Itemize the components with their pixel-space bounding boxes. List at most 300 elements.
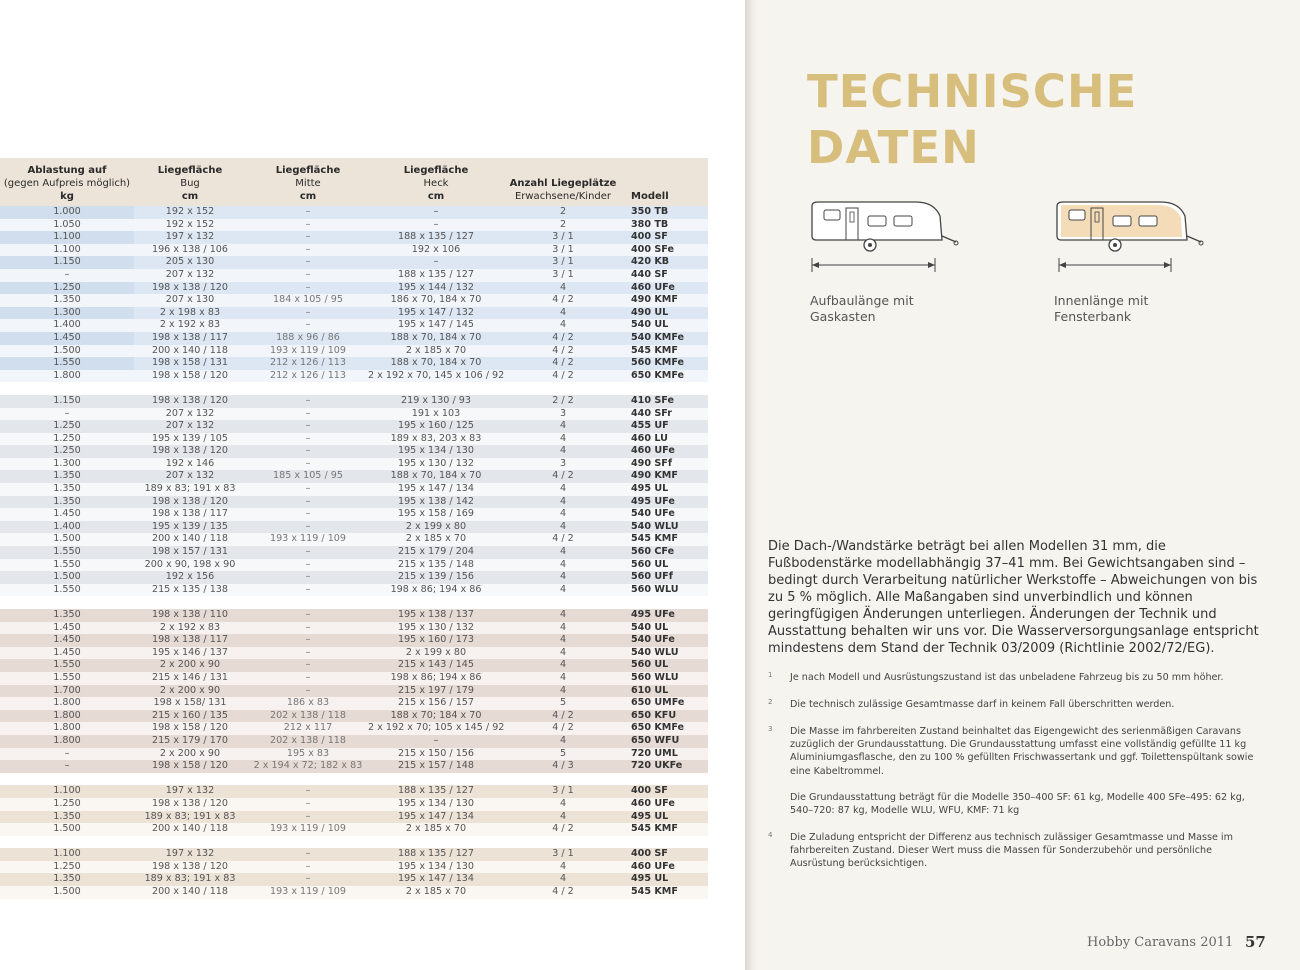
table-cell: 1.450 — [53, 646, 81, 658]
footnote — [768, 725, 1268, 778]
footer-brand: Hobby Caravans 2011 — [1087, 935, 1234, 950]
table-cell: 207 x 132 — [165, 470, 215, 482]
table-row — [0, 521, 708, 534]
table-cell: 200 x 140 / 118 — [151, 344, 229, 356]
table-cell: 380 TB — [631, 218, 669, 230]
table-cell: 197 x 132 — [165, 785, 215, 797]
table-cell: – — [305, 848, 311, 860]
table-cell: 195 x 139 / 135 — [151, 520, 229, 532]
table-cell: 3 / 1 — [552, 848, 574, 860]
table-cell: 4 — [559, 319, 567, 331]
header-mitte-sub: Mitte — [295, 178, 321, 189]
footnote-text: Die technisch zulässige Gesamtmasse darf in keinem Fall überschritten werden. — [790, 699, 1175, 710]
table-cell: 196 x 138 / 106 — [151, 243, 229, 255]
table-cell: 495 UL — [631, 810, 669, 822]
table-row — [0, 496, 708, 509]
table-cell: 1.250 — [53, 432, 81, 444]
table-cell: 1.350 — [53, 470, 81, 482]
table-cell: 1.350 — [53, 495, 81, 507]
table-cell: 1.150 — [53, 394, 81, 406]
table-cell: 1.400 — [53, 520, 81, 532]
table-cell: 2 x 185 x 70 — [405, 886, 467, 898]
table-row — [0, 798, 708, 811]
table-cell: 1.350 — [53, 810, 81, 822]
table-cell: – — [64, 760, 70, 772]
table-cell: – — [305, 621, 311, 633]
table-cell: 200 x 140 / 118 — [151, 823, 229, 835]
table-cell: 560 WLU — [631, 583, 679, 595]
table-cell: 197 x 132 — [165, 231, 215, 243]
header-modell — [631, 190, 708, 203]
table-cell: 720 UML — [631, 747, 678, 759]
table-cell: 195 x 147 / 134 — [397, 873, 475, 885]
table-row — [0, 420, 708, 433]
table-cell: 4 — [559, 508, 567, 520]
diagram-label-right: Innenlänge mit Fensterbank — [1054, 293, 1149, 324]
table-cell: 4 — [559, 860, 567, 872]
table-cell: 2 x 199 x 80 — [405, 646, 467, 658]
header-heck-title: Liegefläche — [403, 165, 469, 176]
table-cell: 1.100 — [53, 243, 81, 255]
table-cell: 1.450 — [53, 508, 81, 520]
table-cell: 198 x 138 / 120 — [151, 445, 229, 457]
table-cell: 490 SFf — [631, 457, 673, 469]
table-cell: 195 x 134 / 130 — [397, 797, 475, 809]
table-cell: 207 x 132 — [165, 420, 215, 432]
table-cell: 198 x 138 / 120 — [151, 860, 229, 872]
table-group — [0, 395, 708, 597]
table-row — [0, 823, 708, 836]
footnote-text: Je nach Modell und Ausrüstungszustand ist das unbeladene Fahrzeug bis zu 50 mm höher. — [790, 672, 1224, 683]
header-liegeplaetze-sub: Erwachsene/Kinder — [514, 191, 612, 202]
table-cell: 189 x 83, 203 x 83 — [390, 432, 482, 444]
technical-data-table — [0, 158, 708, 899]
table-cell: 215 x 135 / 138 — [151, 583, 229, 595]
table-cell: 195 x 134 / 130 — [397, 445, 475, 457]
table-cell: 198 x 158 / 120 — [151, 369, 229, 381]
table-cell: 4 / 2 — [552, 709, 574, 721]
table-row — [0, 395, 708, 408]
table-cell: 1.500 — [53, 344, 81, 356]
table-group — [0, 609, 708, 773]
header-bug — [134, 164, 246, 203]
table-cell: – — [305, 646, 311, 658]
table-cell: – — [64, 747, 70, 759]
table-cell: 1.500 — [53, 886, 81, 898]
table-cell: 195 x 147 / 134 — [397, 483, 475, 495]
table-cell: 490 KMF — [631, 470, 678, 482]
table-cell: 540 KMFe — [631, 331, 685, 343]
table-cell: 4 — [559, 281, 567, 293]
table-cell: 1.350 — [53, 873, 81, 885]
table-cell: 195 x 147 / 145 — [397, 319, 475, 331]
table-cell: 184 x 105 / 95 — [273, 294, 343, 306]
table-row — [0, 886, 708, 899]
table-cell: 198 x 138 / 120 — [151, 394, 229, 406]
table-cell: 3 — [559, 407, 567, 419]
table-cell: 4 — [559, 420, 567, 432]
table-cell: 1.500 — [53, 533, 81, 545]
table-cell: 215 x 157 / 148 — [397, 760, 475, 772]
table-cell: 198 x 138 / 117 — [151, 331, 229, 343]
table-cell: 4 — [559, 306, 567, 318]
table-cell: 4 / 3 — [552, 760, 574, 772]
table-cell: 200 x 90, 198 x 90 — [144, 558, 236, 570]
table-cell: 188 x 70, 184 x 70 — [390, 470, 482, 482]
table-cell: 545 KMF — [631, 344, 678, 356]
table-cell: 207 x 130 — [165, 294, 215, 306]
footnote-text: Die Grundausstattung beträgt für die Modelle 350–400 SF: 61 kg, Modelle 400 SFe–495: 62 kg, 540–720: 87 kg, Modelle WLU, WFU, KMF: 71 kg — [790, 792, 1245, 817]
table-cell: 2 x 200 x 90 — [159, 684, 221, 696]
caravan-length-diagram-right — [1051, 196, 1207, 276]
diagram-label-left: Aufbaulänge mit Gaskasten — [810, 293, 914, 324]
table-cell: 195 x 138 / 142 — [397, 495, 475, 507]
table-cell: – — [305, 659, 311, 671]
table-row — [0, 873, 708, 886]
table-cell: 1.150 — [0, 256, 134, 269]
table-cell: 1.350 — [53, 483, 81, 495]
table-cell: 350 TB — [631, 206, 669, 217]
footnote-number: 2 — [768, 698, 773, 706]
table-cell: 545 KMF — [631, 823, 678, 835]
table-cell: 440 SFr — [631, 407, 672, 419]
table-cell: 2 — [559, 218, 567, 230]
table-cell: 198 x 138 / 120 — [151, 797, 229, 809]
table-cell: – — [305, 571, 311, 583]
table-cell: 495 UL — [631, 873, 669, 885]
table-cell: 1.450 — [0, 332, 134, 345]
table-cell: 4 — [559, 684, 567, 696]
table-cell: 2 x 192 x 83 — [159, 621, 221, 633]
table-cell: 195 x 160 / 173 — [397, 634, 475, 646]
table-cell: – — [305, 231, 311, 243]
table-cell: 1.550 — [53, 558, 81, 570]
table-cell: 195 x 146 / 137 — [151, 646, 229, 658]
table-cell: 215 x 160 / 135 — [151, 709, 229, 721]
table-cell: 540 UL — [631, 319, 669, 331]
header-ablastung — [0, 164, 134, 203]
table-group — [0, 206, 708, 382]
table-cell: – — [433, 218, 439, 230]
header-bug-sub: Bug — [180, 178, 200, 189]
table-cell: 198 x 158 / 120 — [151, 760, 229, 772]
table-cell: 1.100 — [53, 785, 81, 797]
table-cell: 215 x 146 / 131 — [151, 671, 229, 683]
table-row — [0, 345, 708, 358]
table-cell: 4 — [559, 797, 567, 809]
table-cell: 1.300 — [0, 307, 134, 320]
table-cell: 540 WLU — [631, 646, 679, 658]
table-cell: 200 x 140 / 118 — [151, 886, 229, 898]
table-cell: 3 / 1 — [552, 231, 574, 243]
table-cell: 2 x 200 x 90 — [159, 659, 221, 671]
table-cell: 1.250 — [53, 797, 81, 809]
table-cell: 1.450 — [53, 634, 81, 646]
footnote — [768, 831, 1268, 871]
table-cell: 198 x 158/ 131 — [153, 697, 227, 709]
table-row — [0, 622, 708, 635]
table-cell: 198 x 158 / 131 — [151, 357, 229, 369]
table-cell: 460 UFe — [631, 797, 675, 809]
table-cell: – — [305, 797, 311, 809]
table-cell: 4 / 2 — [552, 823, 574, 835]
table-cell: 215 x 179 / 170 — [151, 734, 229, 746]
table-cell: – — [305, 218, 311, 230]
table-cell: 193 x 119 / 109 — [269, 344, 347, 356]
table-cell: 192 x 106 — [411, 243, 461, 255]
table-cell: 540 UL — [631, 621, 669, 633]
table-cell: 188 x 135 / 127 — [397, 268, 475, 280]
table-cell: 215 x 150 / 156 — [397, 747, 475, 759]
table-cell: 197 x 132 — [165, 848, 215, 860]
table-row — [0, 546, 708, 559]
table-cell: – — [305, 432, 311, 444]
table-cell: 1.550 — [0, 357, 134, 370]
table-cell: 200 x 140 / 118 — [151, 533, 229, 545]
table-cell: 195 x 138 / 137 — [397, 609, 475, 620]
table-cell: 1.350 — [53, 609, 81, 620]
footnote-text: Die Masse im fahrbereiten Zustand beinhaltet das Eigengewicht des serienmäßigen Caravans zuzüglich der Grundausstattung. Die Grundausstattung umfasst eine vollständig gefüllte 11 kg Aluminiumgasflasche, den zu 100 % gefüllten Frischwassertank und ggf. Toilettenspültank sowie eine Kabeltrommel. — [790, 726, 1254, 777]
table-cell: – — [305, 319, 311, 331]
table-cell: 1.350 — [53, 294, 81, 306]
table-cell: 3 / 1 — [552, 243, 574, 255]
table-cell: 650 UMFe — [631, 697, 685, 709]
table-cell: 5 — [559, 747, 567, 759]
table-cell: 1.800 — [53, 722, 81, 734]
table-cell: – — [305, 508, 311, 520]
header-bug-unit: cm — [181, 191, 199, 202]
body-text: Die Dach-/Wandstärke beträgt bei allen Modellen 31 mm, die Fußbodenstärke modellabhängig 37–41 mm. Bei Gewichtsangaben sind – bedingt durch Verarbeitung natürlicher Werkstoffe – Abweichungen von bis zu 5 % möglich. Alle Maßangaben sind unverbindlich und können geringfügigen Änderungen unterliegen. Änderungen der Technik und Ausstattung behalten wir uns vor. Die Wasserversorgungsanlage entspricht mindestens dem Stand der Technik 03/2009 (Richtlinie 2002/72/EG). — [768, 539, 1259, 656]
table-cell: – — [305, 268, 311, 280]
table-cell: 192 x 146 — [165, 457, 215, 469]
table-group — [0, 848, 708, 898]
table-cell: 5 — [559, 697, 567, 709]
table-cell: 198 x 138 / 110 — [151, 609, 229, 620]
table-row — [0, 609, 708, 622]
table-cell: 1.550 — [53, 671, 81, 683]
table-cell: 400 SF — [631, 231, 668, 243]
table-cell: 202 x 138 / 118 — [269, 734, 347, 746]
table-cell: 1.100 — [53, 848, 81, 860]
table-cell: 495 UFe — [631, 609, 675, 620]
table-cell: 540 UFe — [631, 508, 675, 520]
table-header — [0, 158, 708, 206]
table-cell: 2 x 194 x 72; 182 x 83 — [253, 760, 363, 772]
table-cell: 198 x 86; 194 x 86 — [390, 671, 482, 683]
table-row — [0, 231, 708, 244]
table-cell: 440 SF — [631, 268, 668, 280]
table-cell: 2 x 198 x 83 — [159, 306, 221, 318]
table-row — [0, 269, 708, 282]
table-cell: 192 x 152 — [165, 206, 215, 217]
table-cell: 215 x 139 / 156 — [397, 571, 475, 583]
header-modell-title: Modell — [631, 191, 669, 202]
table-cell: 4 — [559, 734, 567, 746]
table-cell: 198 x 157 / 131 — [151, 546, 229, 558]
table-cell: 188 x 70, 184 x 70 — [390, 331, 482, 343]
table-cell: 215 x 143 / 145 — [397, 659, 475, 671]
table-cell: 188 x 135 / 127 — [397, 785, 475, 797]
table-row — [0, 483, 708, 496]
table-cell: – — [305, 495, 311, 507]
table-cell: 4 / 2 — [552, 722, 574, 734]
table-cell: 4 / 2 — [552, 470, 574, 482]
table-cell: 195 x 134 / 130 — [397, 860, 475, 872]
page-title: TECHNISCHE DATEN — [807, 65, 1138, 174]
table-cell: 1.450 — [53, 621, 81, 633]
table-cell: 3 / 1 — [552, 268, 574, 280]
table-cell: 1.000 — [0, 206, 134, 219]
table-cell: 560 KMFe — [631, 357, 685, 369]
table-cell: 495 UL — [631, 483, 669, 495]
table-row — [0, 433, 708, 446]
table-cell: 4 — [559, 495, 567, 507]
table-cell: 193 x 119 / 109 — [269, 823, 347, 835]
footnote-text: Die Zuladung entspricht der Differenz aus technisch zulässiger Gesamtmasse und Masse im fahrbereiten Zustand. Dieser Wert muss die Massen für Sonderzubehör und persönliche Ausrüstung berücksichtigen. — [790, 832, 1233, 870]
table-cell: 4 / 2 — [552, 357, 574, 369]
table-cell: 192 x 152 — [165, 218, 215, 230]
footnote-number: 1 — [768, 671, 773, 679]
table-cell: 4 — [559, 621, 567, 633]
table-row — [0, 219, 708, 232]
table-cell: 1.550 — [53, 546, 81, 558]
table-cell: – — [305, 306, 311, 318]
table-cell: 4 — [559, 432, 567, 444]
table-cell: 1.250 — [53, 860, 81, 872]
table-cell: 1.800 — [53, 709, 81, 721]
footnote-number: 4 — [768, 831, 773, 839]
caravan-length-diagram-left — [806, 196, 962, 276]
table-cell: – — [305, 520, 311, 532]
page-number: 57 — [1245, 933, 1266, 951]
table-cell: – — [305, 394, 311, 406]
table-cell: 2 x 192 x 70; 105 x 145 / 92 — [368, 722, 505, 734]
header-ablastung-note: (gegen Aufpreis möglich) — [3, 178, 131, 189]
group-spacer — [0, 773, 708, 786]
table-body — [0, 206, 708, 899]
table-cell: 1.100 — [0, 231, 134, 244]
table-cell: 1.500 — [53, 571, 81, 583]
table-cell: – — [305, 281, 311, 293]
table-row — [0, 584, 708, 597]
table-row — [0, 848, 708, 861]
page-fold — [745, 0, 757, 970]
group-spacer — [0, 836, 708, 849]
table-cell: 189 x 83; 191 x 83 — [144, 810, 236, 822]
table-cell: 188 x 135 / 127 — [397, 231, 475, 243]
table-cell: – — [64, 407, 70, 419]
table-cell: 1.800 — [53, 369, 81, 381]
table-cell: 4 — [559, 609, 567, 620]
table-cell: 195 x 147 / 134 — [397, 810, 475, 822]
header-mitte-title: Liegefläche — [275, 165, 341, 176]
table-cell: 400 SFe — [631, 243, 674, 255]
table-row — [0, 685, 708, 698]
table-cell: 215 x 179 / 204 — [397, 546, 475, 558]
table-cell: 198 x 158 / 120 — [151, 722, 229, 734]
table-row — [0, 319, 708, 332]
table-cell: 455 UF — [631, 420, 669, 432]
table-cell: 195 x 144 / 132 — [397, 281, 475, 293]
table-cell: 2 x 192 x 70, 145 x 106 / 92 — [368, 369, 505, 381]
table-cell: 460 UFe — [631, 281, 675, 293]
footnote — [768, 791, 1268, 817]
table-cell: 212 x 117 — [283, 722, 333, 734]
table-cell: 193 x 119 / 109 — [269, 533, 347, 545]
table-cell: 1.250 — [53, 420, 81, 432]
table-row — [0, 672, 708, 685]
table-cell: 545 KMF — [631, 533, 678, 545]
table-row — [0, 256, 708, 269]
table-cell: 2 x 185 x 70 — [405, 533, 467, 545]
table-row — [0, 332, 708, 345]
table-cell: 1.550 — [53, 659, 81, 671]
table-cell: 1.800 — [53, 734, 81, 746]
table-cell: 490 KMF — [631, 294, 678, 306]
table-row — [0, 282, 708, 295]
table-row — [0, 748, 708, 761]
table-cell: 1.250 — [53, 445, 81, 457]
table-cell: – — [305, 873, 311, 885]
table-cell: 460 LU — [631, 432, 668, 444]
table-cell: 193 x 119 / 109 — [269, 886, 347, 898]
table-cell: 186 x 83 — [286, 697, 330, 709]
footnote — [768, 698, 1268, 711]
table-cell: 198 x 86; 194 x 86 — [390, 583, 482, 595]
table-cell: 4 — [559, 873, 567, 885]
table-cell: 212 x 126 / 113 — [269, 369, 347, 381]
table-cell: 215 x 156 / 157 — [397, 697, 475, 709]
header-bug-title: Liegefläche — [157, 165, 223, 176]
table-cell: 195 x 158 / 169 — [397, 508, 475, 520]
table-cell: 191 x 103 — [411, 407, 461, 419]
table-cell: 4 / 2 — [552, 331, 574, 343]
table-cell: 2 x 199 x 80 — [405, 520, 467, 532]
table-cell: 4 — [559, 558, 567, 570]
table-cell: 207 x 132 — [165, 268, 215, 280]
table-cell: 2 / 2 — [552, 394, 574, 406]
table-cell: 3 / 1 — [552, 256, 574, 268]
table-cell: 212 x 126 / 113 — [269, 357, 347, 369]
table-cell: 560 WLU — [631, 671, 679, 683]
table-cell: 185 x 105 / 95 — [273, 470, 343, 482]
table-row — [0, 458, 708, 471]
table-cell: 560 UFf — [631, 571, 673, 583]
table-cell: 1.300 — [53, 457, 81, 469]
table-cell: 215 x 197 / 179 — [397, 684, 475, 696]
table-cell: 4 — [559, 634, 567, 646]
table-cell: – — [305, 609, 311, 620]
table-cell: – — [305, 583, 311, 595]
table-row — [0, 722, 708, 735]
table-cell: – — [305, 483, 311, 495]
table-cell: – — [305, 445, 311, 457]
table-cell: – — [305, 558, 311, 570]
table-cell: 4 — [559, 546, 567, 558]
table-cell: 4 — [559, 483, 567, 495]
group-spacer — [0, 382, 708, 395]
table-row — [0, 785, 708, 798]
table-row — [0, 559, 708, 572]
table-cell: 1.700 — [53, 684, 81, 696]
table-cell: – — [305, 684, 311, 696]
table-cell: 198 x 138 / 117 — [151, 508, 229, 520]
table-cell: 195 x 83 — [286, 747, 330, 759]
table-cell: 400 SF — [631, 785, 668, 797]
table-row — [0, 735, 708, 748]
header-ablastung-title: Ablastung auf — [27, 165, 107, 176]
table-cell: – — [305, 457, 311, 469]
